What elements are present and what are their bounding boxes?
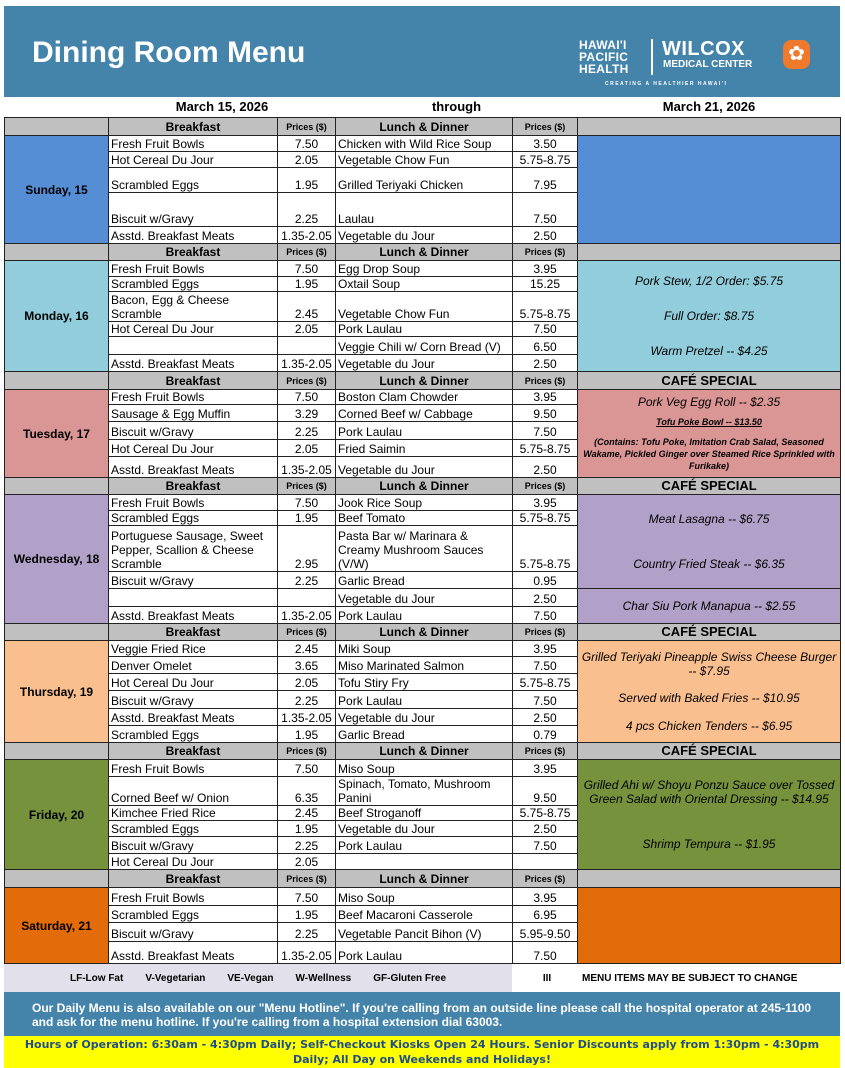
lunch-price: 3.95 (513, 760, 578, 777)
lunch-price: 3.95 (513, 495, 578, 511)
lunch-item: Garlic Bread (336, 572, 513, 589)
breakfast-item: Fresh Fruit Bowls (109, 888, 278, 906)
breakfast-item: Fresh Fruit Bowls (109, 390, 278, 405)
breakfast-price-header: Prices ($) (278, 244, 336, 261)
day-label: Monday, 16 (5, 261, 109, 372)
special-item: Pork Stew, 1/2 Order: $5.75 (634, 273, 784, 288)
lunch-item: Veggie Chili w/ Corn Bread (V) (336, 336, 513, 354)
breakfast-item (109, 336, 278, 354)
day-label: Friday, 20 (5, 760, 109, 870)
lunch-price-header: Prices ($) (513, 870, 578, 888)
menu-row (5, 261, 841, 277)
breakfast-item: Asstd. Breakfast Meats (109, 708, 278, 725)
breakfast-item: Fresh Fruit Bowls (109, 261, 278, 277)
breakfast-item (109, 589, 278, 607)
breakfast-price: 1.35-2.05 (278, 456, 336, 477)
lunch-header: Lunch & Dinner (336, 372, 513, 390)
breakfast-price: 3.65 (278, 657, 336, 674)
lunch-price-header: Prices ($) (513, 244, 578, 261)
legend-item: V-Vegetarian (145, 972, 206, 984)
lunch-price: 5.95-9.50 (513, 923, 578, 941)
lunch-item: Spinach, Tomato, Mushroom Panini (336, 777, 513, 806)
lunch-price: 2.50 (513, 708, 578, 725)
section-header-row (5, 244, 841, 261)
change-notice: MENU ITEMS MAY BE SUBJECT TO CHANGE (582, 972, 798, 984)
breakfast-price: 1.95 (278, 821, 336, 837)
lunch-price-header: Prices ($) (513, 624, 578, 641)
special-item: (Contains: Tofu Poke, Imitation Crab Salad, Seasoned Wakame, Pickled Ginger over Steamed Rice Sprinkled with Furikake) (583, 436, 835, 471)
lunch-header: Lunch & Dinner (336, 624, 513, 641)
lunch-price: 3.95 (513, 888, 578, 906)
lunch-price-header: Prices ($) (513, 478, 578, 495)
lunch-item: Vegetable du Jour (336, 589, 513, 607)
breakfast-price: 2.25 (278, 923, 336, 941)
breakfast-item: Asstd. Breakfast Meats (109, 606, 278, 624)
lunch-item: Pork Laulau (336, 606, 513, 624)
breakfast-item: Asstd. Breakfast Meats (109, 941, 278, 963)
lunch-price-header: Prices ($) (513, 372, 578, 390)
lunch-item: Miso Soup (336, 888, 513, 906)
day-header-spacer (5, 870, 109, 888)
legend-mark: III (542, 972, 552, 984)
cafe-special-cell (578, 760, 841, 870)
cafe-special-cell (578, 390, 841, 478)
breakfast-item: Scrambled Eggs (109, 906, 278, 923)
cafe-special-cell (578, 495, 841, 589)
lunch-item: Vegetable du Jour (336, 708, 513, 725)
lunch-item: Corned Beef w/ Cabbage (336, 405, 513, 422)
day-label: Wednesday, 18 (5, 495, 109, 624)
breakfast-price-header: Prices ($) (278, 478, 336, 495)
breakfast-price: 7.50 (278, 760, 336, 777)
breakfast-price-header: Prices ($) (278, 372, 336, 390)
lunch-price: 6.95 (513, 906, 578, 923)
breakfast-price: 2.45 (278, 806, 336, 821)
lunch-price: 2.50 (513, 821, 578, 837)
breakfast-price: 2.45 (278, 292, 336, 321)
lunch-price: 9.50 (513, 405, 578, 422)
lunch-price: 5.75-8.75 (513, 806, 578, 821)
hph-logo-text: HAWAI'I PACIFIC HEALTH (579, 38, 629, 76)
breakfast-price: 1.35-2.05 (278, 606, 336, 624)
hours-of-operation: Hours of Operation: 6:30am - 4:30pm Daily; Self-Checkout Kiosks Open 24 Hours. Senior Discounts apply from 1:30pm - 4:30pm Daily; All Day on Weekends and Holidays! (4, 1036, 840, 1068)
lunch-item: Tofu Stiry Fry (336, 674, 513, 691)
cafe-special-header: CAFÉ SPECIAL (578, 743, 841, 760)
lunch-price: 7.50 (513, 657, 578, 674)
breakfast-item: Sausage & Egg Muffin (109, 405, 278, 422)
breakfast-item: Biscuit w/Gravy (109, 572, 278, 589)
breakfast-price (278, 589, 336, 607)
lunch-price: 7.95 (513, 168, 578, 192)
lunch-price: 9.50 (513, 777, 578, 806)
header-banner (4, 6, 840, 97)
breakfast-price: 1.95 (278, 725, 336, 742)
lunch-item: Oxtail Soup (336, 277, 513, 292)
breakfast-price: 7.50 (278, 888, 336, 906)
lunch-price: 5.75-8.75 (513, 152, 578, 168)
lunch-price: 7.50 (513, 321, 578, 336)
lunch-item (336, 854, 513, 870)
breakfast-price (278, 336, 336, 354)
special-item: Warm Pretzel -- $4.25 (650, 344, 768, 359)
lunch-item: Laulau (336, 192, 513, 226)
lunch-item: Pork Laulau (336, 321, 513, 336)
breakfast-price-header: Prices ($) (278, 118, 336, 136)
breakfast-price: 1.95 (278, 511, 336, 526)
menu-row (5, 760, 841, 777)
lunch-item: Fried Saimin (336, 439, 513, 456)
legend-item: W-Wellness (295, 972, 352, 984)
lunch-price: 7.50 (513, 422, 578, 439)
lunch-item: Pasta Bar w/ Marinara & Creamy Mushroom Sauces (V/W) (336, 526, 513, 572)
lunch-item: Vegetable du Jour (336, 821, 513, 837)
breakfast-price: 2.25 (278, 837, 336, 854)
lunch-item: Vegetable du Jour (336, 456, 513, 477)
start-date: March 15, 2026 (175, 99, 269, 114)
day-header-spacer (5, 244, 109, 261)
lunch-price: 3.95 (513, 390, 578, 405)
breakfast-price: 2.45 (278, 641, 336, 657)
lunch-price: 2.50 (513, 589, 578, 607)
breakfast-price: 7.50 (278, 136, 336, 152)
lunch-item: Miso Soup (336, 760, 513, 777)
lunch-price: 7.50 (513, 941, 578, 963)
date-row (5, 97, 841, 118)
breakfast-price: 1.35-2.05 (278, 226, 336, 243)
lunch-header: Lunch & Dinner (336, 743, 513, 760)
breakfast-item: Scrambled Eggs (109, 725, 278, 742)
breakfast-price: 1.35-2.05 (278, 941, 336, 963)
breakfast-price: 7.50 (278, 261, 336, 277)
lunch-price: 0.79 (513, 725, 578, 742)
day-label: Saturday, 21 (5, 888, 109, 964)
breakfast-item: Asstd. Breakfast Meats (109, 226, 278, 243)
lunch-price: 6.50 (513, 336, 578, 354)
cafe-special-cell (578, 888, 841, 964)
breakfast-price: 7.50 (278, 390, 336, 405)
breakfast-price: 2.95 (278, 526, 336, 572)
page-title: Dining Room Menu (32, 36, 306, 69)
lunch-price: 7.50 (513, 192, 578, 226)
breakfast-price-header: Prices ($) (278, 624, 336, 641)
day-label: Thursday, 19 (5, 641, 109, 743)
lunch-item: Beef Tomato (336, 511, 513, 526)
breakfast-item: Veggie Fried Rice (109, 641, 278, 657)
breakfast-item: Hot Cereal Du Jour (109, 321, 278, 336)
breakfast-item: Biscuit w/Gravy (109, 691, 278, 708)
special-item: Pork Veg Egg Roll -- $2.35 (637, 395, 781, 410)
menu-row (5, 390, 841, 405)
special-item: Country Fried Steak -- $6.35 (633, 556, 785, 571)
breakfast-header: Breakfast (109, 478, 278, 495)
special-list (580, 392, 838, 475)
breakfast-item: Hot Cereal Du Jour (109, 439, 278, 456)
menu-hotline-info: Our Daily Menu is also available on our "Menu Hotline". If you're calling from an outside line please call the hospital operator at 245-1100 and ask for the menu hotline. If you're calling from a hospital extension dial 63003. (4, 992, 840, 1036)
special-item: 4 pcs Chicken Tenders -- $6.95 (625, 719, 793, 734)
menu-row (5, 136, 841, 152)
day-header-spacer (5, 624, 109, 641)
lunch-price: 2.50 (513, 456, 578, 477)
lunch-header: Lunch & Dinner (336, 870, 513, 888)
lunch-item: Grilled Teriyaki Chicken (336, 168, 513, 192)
special-item: Full Order: $8.75 (663, 308, 755, 323)
flower-logo-icon: ✿ (783, 40, 810, 69)
lunch-header: Lunch & Dinner (336, 244, 513, 261)
menu-table (4, 97, 841, 964)
special-item: Tofu Poke Bowl -- $13.50 (656, 417, 762, 428)
logo-divider (651, 39, 653, 75)
breakfast-price: 1.35-2.05 (278, 708, 336, 725)
legend-item: VE-Vegan (227, 972, 274, 984)
menu-row (5, 641, 841, 657)
cafe-special-cell (578, 589, 841, 624)
lunch-item: Vegetable Chow Fun (336, 292, 513, 321)
logo-tagline: CREATING A HEALTHIER HAWAI'I (605, 81, 728, 87)
breakfast-item: Bacon, Egg & Cheese Scramble (109, 292, 278, 321)
special-list (580, 890, 838, 961)
breakfast-price: 1.95 (278, 906, 336, 923)
breakfast-price-header: Prices ($) (278, 743, 336, 760)
breakfast-price: 1.95 (278, 168, 336, 192)
breakfast-header: Breakfast (109, 372, 278, 390)
breakfast-item: Scrambled Eggs (109, 821, 278, 837)
lunch-item: Boston Clam Chowder (336, 390, 513, 405)
breakfast-item: Scrambled Eggs (109, 277, 278, 292)
breakfast-item: Asstd. Breakfast Meats (109, 456, 278, 477)
breakfast-item: Fresh Fruit Bowls (109, 760, 278, 777)
cafe-special-header (578, 244, 841, 261)
breakfast-header: Breakfast (109, 743, 278, 760)
lunch-item: Miso Marinated Salmon (336, 657, 513, 674)
lunch-item: Pork Laulau (336, 422, 513, 439)
lunch-item: Vegetable Pancit Bihon (V) (336, 923, 513, 941)
breakfast-item: Hot Cereal Du Jour (109, 854, 278, 870)
lunch-item: Vegetable Chow Fun (336, 152, 513, 168)
breakfast-price-header: Prices ($) (278, 870, 336, 888)
lunch-item: Beef Stroganoff (336, 806, 513, 821)
cafe-special-header: CAFÉ SPECIAL (578, 372, 841, 390)
breakfast-price: 3.29 (278, 405, 336, 422)
breakfast-price: 2.25 (278, 691, 336, 708)
breakfast-price: 6.35 (278, 777, 336, 806)
special-list (580, 263, 838, 369)
breakfast-price: 2.05 (278, 854, 336, 870)
medical-center-text: MEDICAL CENTER (663, 59, 753, 70)
special-item: Grilled Teriyaki Pineapple Swiss Cheese Burger -- $7.95 (581, 649, 837, 678)
cafe-special-cell (578, 136, 841, 244)
breakfast-item: Biscuit w/Gravy (109, 422, 278, 439)
breakfast-item: Denver Omelet (109, 657, 278, 674)
end-date: March 21, 2026 (662, 99, 756, 114)
breakfast-price: 2.25 (278, 192, 336, 226)
breakfast-price: 1.95 (278, 277, 336, 292)
breakfast-header: Breakfast (109, 244, 278, 261)
special-item: Shrimp Tempura -- $1.95 (642, 837, 776, 851)
breakfast-item: Portuguese Sausage, Sweet Pepper, Scallion & Cheese Scramble (109, 526, 278, 572)
breakfast-item: Fresh Fruit Bowls (109, 495, 278, 511)
breakfast-item: Biscuit w/Gravy (109, 192, 278, 226)
section-header-row (5, 743, 841, 760)
breakfast-item: Kimchee Fried Rice (109, 806, 278, 821)
lunch-price: 3.95 (513, 261, 578, 277)
menu-row (5, 589, 841, 607)
special-item: Served with Baked Fries -- $10.95 (618, 691, 800, 706)
lunch-price: 2.50 (513, 226, 578, 243)
lunch-price: 5.75-8.75 (513, 526, 578, 572)
legend-item: GF-Gluten Free (373, 972, 447, 984)
lunch-price: 7.50 (513, 606, 578, 624)
breakfast-item: Asstd. Breakfast Meats (109, 354, 278, 371)
breakfast-item: Fresh Fruit Bowls (109, 136, 278, 152)
section-header-row (5, 478, 841, 495)
section-header-row (5, 624, 841, 641)
breakfast-item: Scrambled Eggs (109, 511, 278, 526)
breakfast-price: 2.05 (278, 321, 336, 336)
menu-page (4, 6, 840, 1068)
special-list (580, 591, 838, 621)
section-header-row (5, 372, 841, 390)
special-item: Grilled Ahi w/ Shoyu Ponzu Sauce over Tossed Green Salad with Oriental Dressing -- $14.95 (583, 778, 835, 806)
day-header-spacer (5, 478, 109, 495)
lunch-price: 3.95 (513, 641, 578, 657)
lunch-item: Pork Laulau (336, 941, 513, 963)
lunch-price: 15.25 (513, 277, 578, 292)
wilcox-logo-text: WILCOX (662, 38, 745, 60)
lunch-price: 5.75-8.75 (513, 674, 578, 691)
special-item: Char Siu Pork Manapua -- $2.55 (622, 599, 796, 613)
breakfast-price: 2.25 (278, 422, 336, 439)
breakfast-header: Breakfast (109, 624, 278, 641)
breakfast-price: 1.35-2.05 (278, 354, 336, 371)
lunch-price: 7.50 (513, 691, 578, 708)
lunch-item: Egg Drop Soup (336, 261, 513, 277)
lunch-price-header: Prices ($) (513, 118, 578, 136)
lunch-item: Miki Soup (336, 641, 513, 657)
breakfast-header: Breakfast (109, 870, 278, 888)
section-header-row (5, 118, 841, 136)
legend-item: LF-Low Fat (70, 972, 124, 984)
day-header-spacer (5, 372, 109, 390)
lunch-item: Jook Rice Soup (336, 495, 513, 511)
day-label: Tuesday, 17 (5, 390, 109, 478)
special-list (580, 763, 838, 867)
breakfast-price: 2.05 (278, 674, 336, 691)
breakfast-price: 7.50 (278, 495, 336, 511)
cafe-special-header (578, 870, 841, 888)
lunch-item: Vegetable du Jour (336, 226, 513, 243)
breakfast-item: Biscuit w/Gravy (109, 923, 278, 941)
breakfast-item: Biscuit w/Gravy (109, 837, 278, 854)
cafe-special-cell (578, 641, 841, 743)
special-list (580, 138, 838, 241)
special-list (580, 497, 838, 586)
breakfast-item: Hot Cereal Du Jour (109, 152, 278, 168)
lunch-item: Chicken with Wild Rice Soup (336, 136, 513, 152)
lunch-item: Vegetable du Jour (336, 354, 513, 371)
breakfast-price: 2.05 (278, 439, 336, 456)
day-label: Sunday, 15 (5, 136, 109, 244)
lunch-item: Pork Laulau (336, 837, 513, 854)
cafe-special-header (578, 118, 841, 136)
day-header-spacer (5, 118, 109, 136)
through-label: through (431, 99, 482, 114)
cafe-special-cell (578, 261, 841, 372)
lunch-price: 2.50 (513, 354, 578, 371)
breakfast-item: Hot Cereal Du Jour (109, 674, 278, 691)
cafe-special-header: CAFÉ SPECIAL (578, 624, 841, 641)
lunch-price: 5.75-8.75 (513, 511, 578, 526)
menu-row (5, 888, 841, 906)
special-list (580, 643, 838, 740)
day-header-spacer (5, 743, 109, 760)
lunch-price: 3.50 (513, 136, 578, 152)
lunch-header: Lunch & Dinner (336, 118, 513, 136)
lunch-price (513, 854, 578, 870)
lunch-price: 0.95 (513, 572, 578, 589)
lunch-price: 7.50 (513, 837, 578, 854)
breakfast-header: Breakfast (109, 118, 278, 136)
lunch-price: 5.75-8.75 (513, 292, 578, 321)
special-item: Meat Lasagna -- $6.75 (648, 512, 770, 527)
menu-row (5, 495, 841, 511)
lunch-item: Garlic Bread (336, 725, 513, 742)
lunch-item: Pork Laulau (336, 691, 513, 708)
diet-legend (4, 964, 512, 992)
section-header-row (5, 870, 841, 888)
breakfast-price: 2.05 (278, 152, 336, 168)
breakfast-item: Scrambled Eggs (109, 168, 278, 192)
lunch-price-header: Prices ($) (513, 743, 578, 760)
lunch-price: 5.75-8.75 (513, 439, 578, 456)
breakfast-price: 2.25 (278, 572, 336, 589)
cafe-special-header: CAFÉ SPECIAL (578, 478, 841, 495)
legend-bar (4, 964, 840, 992)
lunch-header: Lunch & Dinner (336, 478, 513, 495)
breakfast-item: Corned Beef w/ Onion (109, 777, 278, 806)
lunch-item: Beef Macaroni Casserole (336, 906, 513, 923)
